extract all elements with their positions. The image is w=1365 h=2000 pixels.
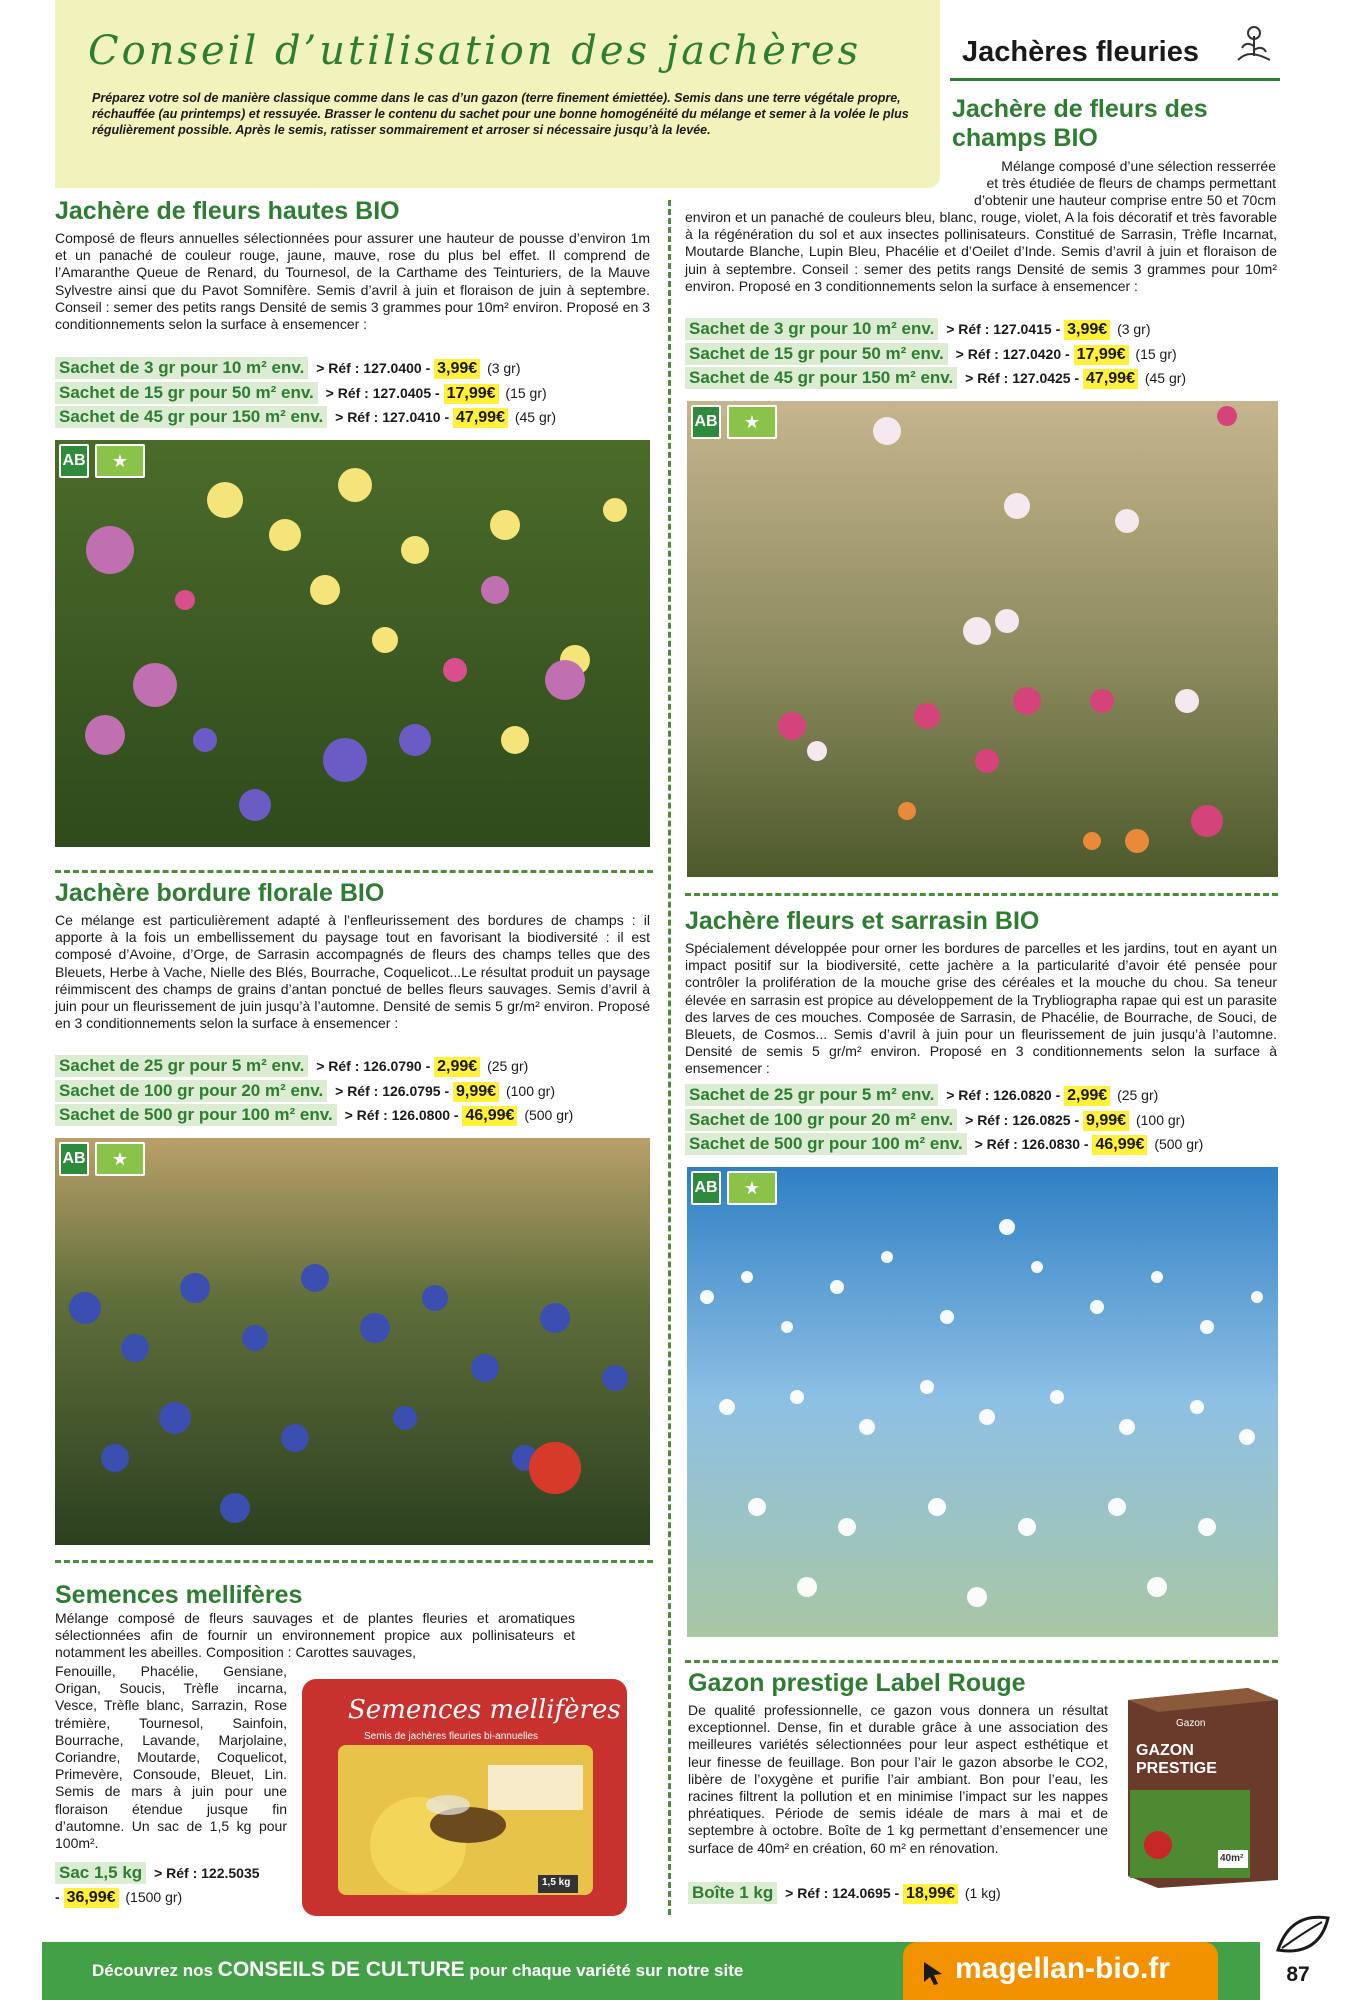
- photo-fleurs-champs: [687, 401, 1278, 877]
- category-title: Jachères fleuries: [962, 36, 1199, 68]
- price-row: [55, 1886, 182, 1908]
- qty-label: (15 gr): [505, 385, 547, 401]
- price-row: [688, 1882, 1001, 1904]
- pack-line2: PRESTIGE: [1136, 1760, 1217, 1777]
- qty-label: (45 gr): [514, 409, 557, 425]
- photo-bordure-florale: [55, 1138, 650, 1545]
- ref-label: > Réf : 126.0820 -: [946, 1087, 1061, 1103]
- photo-fleurs-hautes: [55, 440, 650, 847]
- ref-label: > Réf : 126.0800 -: [344, 1107, 459, 1123]
- footer-text: [92, 1958, 743, 1982]
- price-row: [55, 357, 521, 379]
- sachet-label: Sachet de 500 gr pour 100 m² env.: [55, 1104, 337, 1126]
- sachet-label: Sachet de 45 gr pour 150 m² env.: [55, 406, 327, 428]
- separator: [685, 1660, 1278, 1663]
- price-row: [55, 1862, 260, 1884]
- price-tag: 18,99€: [903, 1884, 958, 1904]
- price-tag: 47,99€: [453, 408, 508, 428]
- column-separator: [668, 200, 671, 1915]
- qty-label: (500 gr): [524, 1107, 574, 1123]
- qty-label: (1 kg): [964, 1885, 1001, 1901]
- sachet-label: Sachet de 100 gr pour 20 m² env.: [55, 1080, 327, 1102]
- qty-label: (15 gr): [1135, 346, 1177, 362]
- qty-label: (25 gr): [1117, 1087, 1159, 1103]
- price-tag: 3,99€: [1064, 320, 1110, 340]
- product-title-gazon: Gazon prestige Label Rouge: [688, 1669, 1026, 1697]
- price-tag: 47,99€: [1083, 369, 1138, 389]
- leaf-icon: [1268, 1910, 1333, 1960]
- ref-label: > Réf : 122.5035: [154, 1865, 260, 1881]
- price-row: [685, 1133, 1203, 1155]
- product-desc-gazon: De qualité professionnelle, ce gazon vous donnera un résultat exceptionnel. Dense, fin et durable grâce à une association des meilleures variétés sélectionnées pour leur aspect esthétique et leur finesse de feuillage. Bon pour l’air le gazon absorbe le CO2, libère de l’oxygène et purifie l’air ambiant. Bon pour l’eau, les racines filtrent la pollution et en minimise l’impact sur les nappes phréatiques. Période de semis idéale de mars à mai et de septembre à octobre. Boîte de 1 kg permettant d’ensemencer une surface de 40m² en création, 60 m² en rénovation.: [688, 1702, 1108, 1856]
- dash-label: -: [55, 1889, 60, 1905]
- sachet-label: Sachet de 15 gr pour 50 m² env.: [55, 382, 318, 404]
- page-number: 87: [1286, 1963, 1310, 1986]
- product-desc-sarrasin: Spécialement développée pour orner les bordures de parcelles et les jardins, tout en ayant un impact positif sur la biodiversité, cette jachère a la particularité d’avoir été pensée pour contrôler la prolifération de la mouche grise des céréales et la mouche du chou. Sa teneur élevée en sarrasin est propice au développement de la Trybliographa rapae qui est un parasite des larves de ces mouches. Composée de Sarrasin, de Phacélie, de Bourrache, de Souci, de Bleuets, de Cosmos... Semis d’avril à juin pour un fleurissement de juin jusqu’à l’automne. Densité de semis 5 gr/m² environ. Proposé en 3 conditionnements selon la surface à ensemencer :: [685, 940, 1277, 1077]
- product-desc-hautes: Composé de fleurs annuelles sélectionnées pour assurer une hauteur de pousse d’environ 1m et un panaché de couleur rouge, jaune, mauve, rose du plus bel effet. Il comprend de l’Amaranthe Queue de Renard, du Tournesol, de la Carthame des Teinturiers, de la Mauve Sylvestre ainsi que du Pavot Somnifère. Semis d’avril à juin et floraison de juin à septembre. Conseil : semer des petits rangs Densité de semis 3 grammes pour 10m² environ. Proposé en 3 conditionnements selon la surface à ensemencer :: [55, 230, 650, 333]
- product-desc-bordure: Ce mélange est particulièrement adapté à l’enfleurissement des bordures de champs : il apporte à la fois un embellissement du paysage tout en favorisant la biodiversité : il est composé d’Avoine, d’Orge, de Sarrasin accompagnés de fleurs des champs telles que des Bleuets, Herbe à Vache, Nielle des Blés, Bourrache, Coquelicot...Le résultat produit un paysage réimmiscent des champs de grains d’antan ponctué de belles fleurs sauvages. Semis d’avril à juin pour un fleurissement de juin jusqu’à l’automne. Densité de semis 5 gr/m² environ. Proposé en 3 conditionnements selon la surface à ensemencer :: [55, 912, 650, 1032]
- price-tag: 46,99€: [462, 1106, 517, 1126]
- price-row: [685, 318, 1151, 340]
- product-title-sarrasin: Jachère fleurs et sarrasin BIO: [685, 907, 1040, 935]
- photo-sarrasin: [687, 1167, 1278, 1637]
- pack-subtitle: Semis de jachères fleuries bi-annuelles: [364, 1731, 538, 1742]
- ref-label: > Réf : 126.0825 -: [965, 1112, 1080, 1128]
- ref-label: > Réf : 124.0695 -: [785, 1885, 900, 1901]
- price-row: [55, 1104, 573, 1126]
- price-row: [55, 406, 556, 428]
- qty-label: (3 gr): [1117, 321, 1151, 337]
- price-row: [685, 1109, 1185, 1131]
- ref-label: > Réf : 127.0415 -: [946, 321, 1061, 337]
- ref-label: > Réf : 126.0790 -: [316, 1058, 431, 1074]
- product-title-melliferes: Semences mellifères: [55, 1581, 303, 1609]
- ab-logo: AB: [691, 405, 721, 439]
- price-tag: 9,99€: [1083, 1111, 1129, 1131]
- price-row: [685, 1084, 1158, 1106]
- product-desc-champs: environ et un panaché de couleurs bleu, blanc, rouge, violet, A la fois décoratif et très favorable à la régénération du sol et aux insectes pollinisateurs. Constitué de Sarrasin, Trèfle Incarnat, Moutarde Blanche, Lupin Bleu, Phacélie et d’Oeilet d’Inde. Semis d’avril à juin et floraison de juin à septembre. Conseil : semer des petits rangs Densité de semis 3 grammes pour 10m² environ. Proposé en 3 conditionnements selon la surface à ensemencer :: [685, 209, 1277, 294]
- product-desc-champs-3: d’obtenir une hauteur comprise entre 50 et 70cm: [974, 192, 1276, 208]
- price-row: [55, 1080, 555, 1102]
- sachet-label: Sachet de 3 gr pour 10 m² env.: [685, 318, 938, 340]
- sachet-label: Sachet de 500 gr pour 100 m² env.: [685, 1133, 967, 1155]
- pack-weight: 1,5 kg: [542, 1877, 571, 1888]
- ref-label: > Réf : 127.0425 -: [965, 370, 1080, 386]
- product-desc-melliferes: Fenouille, Phacélie, Gensiane, Origan, Soucis, Trèfle incarna, Vesce, Trèfle blanc, Sarrazin, Rose trémière, Tournesol, Sainfoin, Bourrache, Lavande, Marjolaine, Coriandre, Moutarde, Coquelicot, Primevère, Consoude, Bleuet, Lin. Semis de mars à juin pour une floraison étendue jusque fin d’automne. Un sac de 1,5 kg pour 100m².: [55, 1663, 287, 1852]
- price-tag: 2,99€: [434, 1057, 480, 1077]
- product-title-hautes: Jachère de fleurs hautes BIO: [55, 197, 400, 225]
- price-row: [685, 367, 1186, 389]
- price-tag: 17,99€: [1074, 345, 1129, 365]
- pack-line1: GAZON: [1136, 1742, 1194, 1759]
- qty-label: (1500 gr): [125, 1889, 183, 1905]
- product-desc-champs-1: Mélange composé d’une sélection resserrée: [1001, 158, 1276, 174]
- box-label: Boîte 1 kg: [688, 1882, 777, 1904]
- price-tag: 2,99€: [1064, 1086, 1110, 1106]
- price-tag: 3,99€: [434, 359, 480, 379]
- product-title-champs-1: Jachère de fleurs des: [952, 95, 1208, 123]
- separator: [55, 1560, 653, 1563]
- pack-semences-melliferes: [298, 1675, 631, 1920]
- ref-label: > Réf : 127.0410 -: [335, 409, 450, 425]
- price-row: [685, 343, 1177, 365]
- qty-label: (100 gr): [1135, 1112, 1185, 1128]
- flower-sprig-icon: [1232, 22, 1276, 66]
- pack-area: 40m²: [1220, 1853, 1244, 1864]
- separator: [55, 870, 653, 873]
- sachet-label: Sachet de 25 gr pour 5 m² env.: [55, 1055, 308, 1077]
- qty-label: (45 gr): [1144, 370, 1187, 386]
- eu-organic-logo: ★: [727, 1171, 777, 1205]
- sac-label: Sac 1,5 kg: [55, 1862, 146, 1884]
- eu-organic-logo: ★: [95, 1142, 145, 1176]
- sachet-label: Sachet de 15 gr pour 50 m² env.: [685, 343, 948, 365]
- ab-logo: AB: [59, 1142, 89, 1176]
- qty-label: (500 gr): [1154, 1136, 1204, 1152]
- separator: [685, 893, 1278, 896]
- qty-label: (100 gr): [505, 1083, 555, 1099]
- price-tag: 36,99€: [64, 1888, 119, 1908]
- qty-label: (25 gr): [487, 1058, 529, 1074]
- product-desc-champs-2: et très étudiée de fleurs de champs permettant: [986, 175, 1276, 191]
- pack-title: Semences mellifères: [348, 1695, 621, 1725]
- footer-highlight: CONSEILS DE CULTURE: [217, 1958, 465, 1981]
- sachet-label: Sachet de 25 gr pour 5 m² env.: [685, 1084, 938, 1106]
- pack-gazon-prestige: [1118, 1680, 1281, 1890]
- eu-organic-logo: ★: [727, 405, 777, 439]
- pack-brand: Gazon: [1176, 1718, 1206, 1729]
- intro-text: Préparez votre sol de manière classique comme dans le cas d’un gazon (terre finement émiettée). Semis dans une terre végétale propre, réchauffée (au printemps) et ressuyée. Brasser le contenu du sachet pour une bonne homogénéité du mélange et semer à la volée le plus régulièrement possible. Après le semis, ratisser sommairement et arroser si nécessaire jusqu’à la levée.: [92, 91, 909, 137]
- price-tag: 9,99€: [453, 1082, 499, 1102]
- footer-pre: Découvrez nos: [92, 1961, 213, 1980]
- ab-logo: AB: [59, 444, 89, 478]
- sachet-label: Sachet de 3 gr pour 10 m² env.: [55, 357, 308, 379]
- product-desc-melliferes-top: Mélange composé de fleurs sauvages et de plantes fleuries et aromatiques sélectionnées afin de fournir un environnement propice aux pollinisateurs et notamment les abeilles. Composition : Carottes sauvages,: [55, 1610, 575, 1661]
- intro-title: Conseil d’utilisation des jachères: [88, 28, 862, 74]
- footer-url-link[interactable]: magellan-bio.fr: [955, 1952, 1171, 1985]
- product-title-bordure: Jachère bordure florale BIO: [55, 879, 385, 907]
- price-tag: 17,99€: [444, 384, 499, 404]
- eu-organic-logo: ★: [95, 444, 145, 478]
- qty-label: (3 gr): [487, 360, 521, 376]
- product-title-champs-2: champs BIO: [952, 124, 1098, 152]
- category-underline: [950, 78, 1280, 81]
- sachet-label: Sachet de 45 gr pour 150 m² env.: [685, 367, 957, 389]
- ref-label: > Réf : 126.0795 -: [335, 1083, 450, 1099]
- ref-label: > Réf : 127.0405 -: [325, 385, 440, 401]
- cursor-icon: [922, 1960, 944, 1986]
- price-row: [55, 1055, 528, 1077]
- footer-post: pour chaque variété sur notre site: [469, 1961, 744, 1980]
- ref-label: > Réf : 126.0830 -: [974, 1136, 1089, 1152]
- ref-label: > Réf : 127.0420 -: [955, 346, 1070, 362]
- price-row: [55, 382, 547, 404]
- sachet-label: Sachet de 100 gr pour 20 m² env.: [685, 1109, 957, 1131]
- ref-label: > Réf : 127.0400 -: [316, 360, 431, 376]
- ab-logo: AB: [691, 1171, 721, 1205]
- price-tag: 46,99€: [1092, 1135, 1147, 1155]
